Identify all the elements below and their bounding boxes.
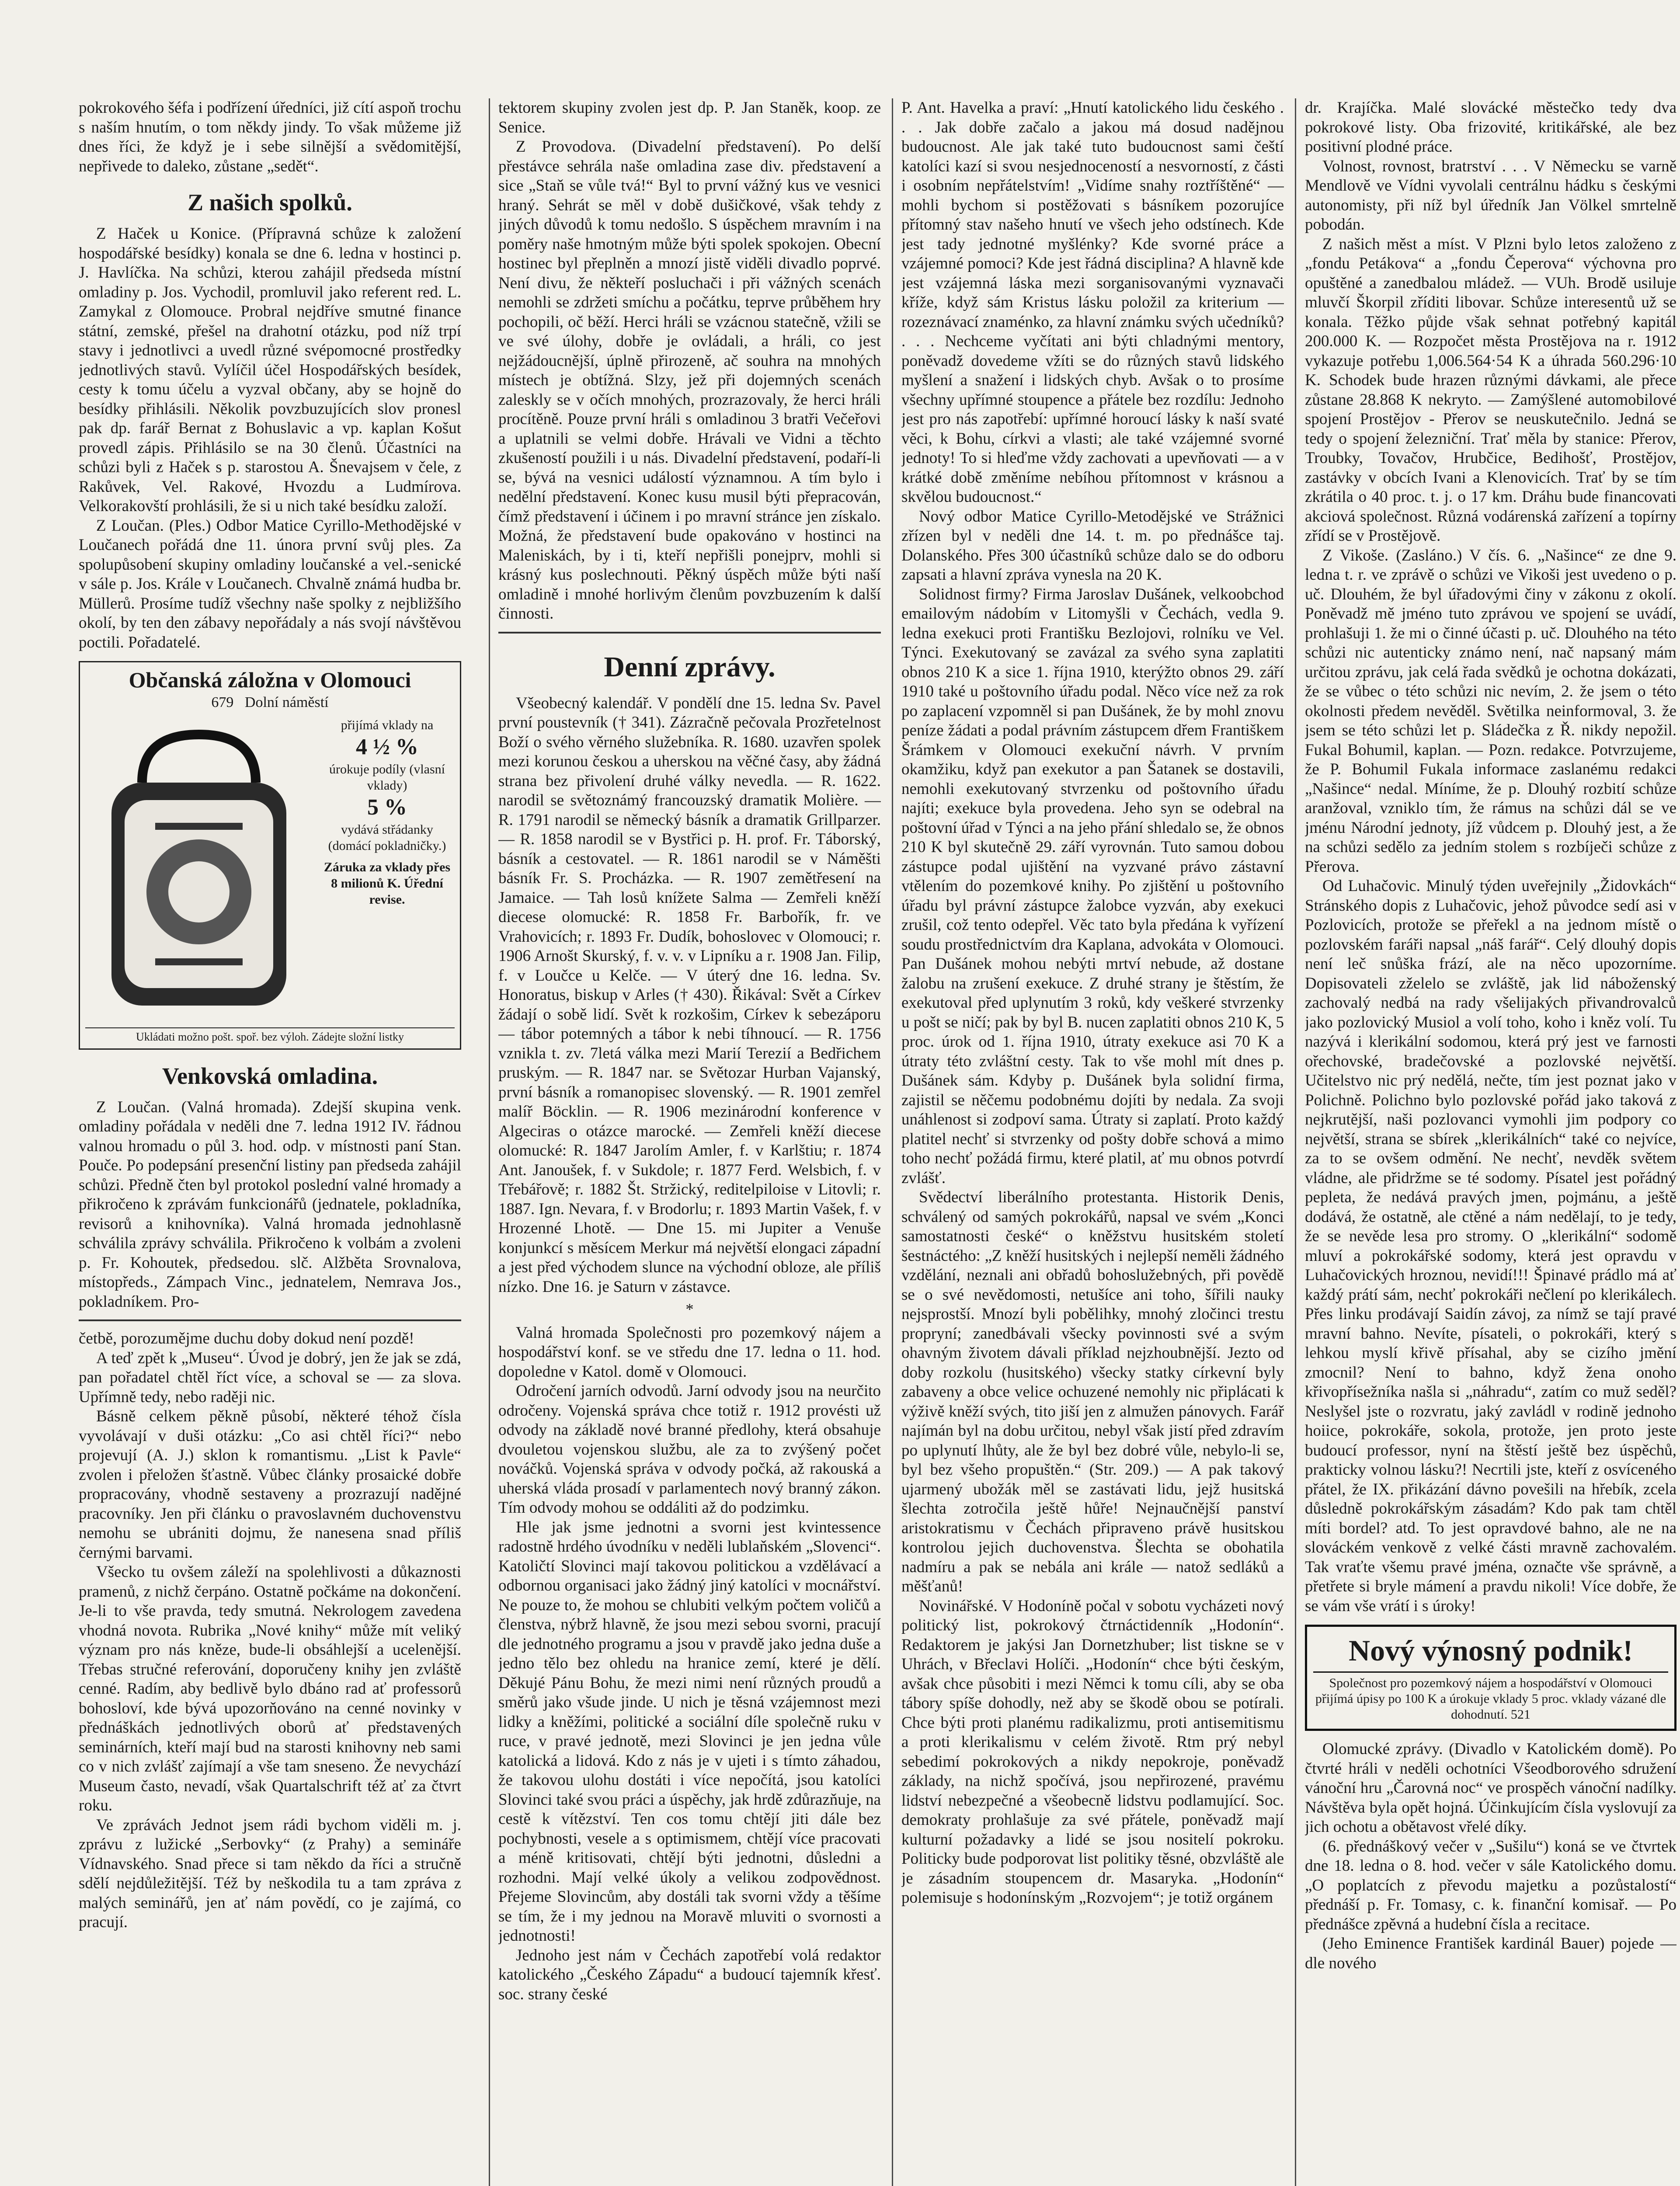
bank-ad-rate-1-note: úrokuje podíly (vlasní vklady) — [329, 762, 445, 793]
bank-ad-accepts: přijímá vklady na — [341, 717, 434, 732]
article-paragraph: Z Loučan. (Valná hromada). Zdejší skupina venk. omladiny pořádala v neděli dne 7. ledna 1912 IV. řádnou valnou hromadu o půl 3. hod. odp. v místnosti paní Stan. Pouče. Po podepsání presenční listiny pan předseda zahájil schůzi. Předně čten byl protokol poslední valné hromady a přikročeno k zprávám funkcionářů (jednatele, pokladníka, revisorů a knihovníka). Valná hromada jednohlasně schválila zprávy schválila. Přikročeno k volbám a zvoleni p. Fr. Kohoutek, předsedou. slč. Alžběta Srovnalova, místopředs., Zámpach Vinc., jednatelem, Nemrava Jos., pokladníkem. Pro- — [79, 1098, 461, 1311]
company-ad-text: Společnost pro pozemkový nájem a hospodářství v Olomouci přijímá úpisy po 100 K a úrokuje vklady 5 proc. vklady vázané dle dohodnutí. 521 — [1313, 1671, 1668, 1723]
article-paragraph: četbě, porozumějme duchu doby dokud není pozdě! — [79, 1330, 414, 1347]
section-heading: Venkovská omladina. — [162, 1062, 378, 1089]
article-paragraph: A teď zpět k „Museu“. Úvod je dobrý, jen že jak se zdá, pan pořadatel chtěl říct více, a schoval se — za slova. Upřímně tedy, nebo raději nic. — [79, 1349, 461, 1406]
article-paragraph: Z našich měst a míst. V Plzni bylo letos založeno z „fondu Petákova“ a „fondu Čeperova“ výchovna pro opuštěné a zanedbalou mládež. — VUh. Brodě usiluje mluvčí Škorpil zříditi libovar. Schůze interesentů už se konala. Těžko půjde však sehnat potřebný kapitál 200.000 K. — Rozpočet města Prostějova na r. 1912 vykazuje potřebu 1,006.564·54 K a úhrada 560.296·10 K. Schodek bude hrazen různými dávkami, ale přece zůstane 28.868 K nekryto. — Zamýšlené automobilové spojení Prostějov - Přerov se neuskutečnilo. Jedná se tedy o spojení železniční. Trať měla by stanice: Přerov, Troubky, Tovačov, Hrubčice, Bedihošť, Prostějov, zastávky v obcích Ivani a Klenovicích. Trať by se tím zkrátila o 40 proc. t. j. o 17 km. Dráhu bude financovati akciová společnost. Různá vodárenská zařízení a topírny zřídí se v Prostějově. — [1305, 235, 1677, 545]
company-ad-title: Nový výnosný podnik! — [1348, 1634, 1633, 1667]
article-paragraph: Z Haček u Konice. (Přípravná schůze k založení hospodářské besídky) konala se dne 6. ledna v hostinci p. J. Havlíčka. Na schůzi, kterou zahájil předseda místní omladiny p. Jos. Vychodil, promluvil jako referent red. L. Zamykal z Olomouce. Probral nejdříve smutné finance státní, zemské, přešel na drahotní otázku, pod níž trpí stavy i jednotlivci a uvedl různé svépomocné prostředky jednotlivých stavů. Vylíčil účel Hospodářských besídek, cesty k tomu účelu a vyzval občany, aby se hojně do besídky přihlásili. Několik povzbuzujících slov pronesl pak dp. farář Bernat z Bohuslavic a vp. kaplan Košut provedl zápis. Přihlásilo se na 30 členů. Účastníci na schůzi byli z Haček s p. starostou A. Šnevajsem v čele, z Rakůvek, Vel. Rakové, Hvozdu a Ludmírova. Velkorakovští prohlásili, že si u nich také besídku založí. — [79, 225, 461, 515]
column-4 — [1305, 98, 1677, 1973]
article-paragraph: (6. přednáškový večer v „Sušilu“) koná se ve čtvrtek dne 18. ledna o 8. hod. večer v sále Katolického domu. „O poplatcích z převodu majetku a pozůstalostí“ přednáší p. Fr. Tomasy, c. k. finanční komisař. — Po přednášce zpěvná a hudební čísla a recitace. — [1305, 1837, 1677, 1933]
article-paragraph: Z Loučan. (Ples.) Odbor Matice Cyrillo-Methodějské v Loučanech pořádá dne 11. února první svůj ples. Za spolupůsobení skupiny omladiny loučanské a vel.-senické v sále p. Jos. Krále v Loučanech. Chvalně známá hudba br. Müllerů. Prosíme tudíž všechny naše spolky z nejbližšího okolí, by ten den zábavy nepořádaly a nás svojí návštěvou poctili. Pořadatelé. — [79, 516, 461, 651]
article-paragraph: tektorem skupiny zvolen jest dp. P. Jan Staněk, koop. ze Senice. — [498, 99, 881, 136]
article-paragraph: Olomucké zprávy. (Divadlo v Katolickém domě). Po čtvrté hráli v neděli ochotníci Všeodborového sdružení vánoční hru „Čarovná noc“ ve prospěch vánoční nadílky. Návštěva byla opět hojná. Účinkujícím čísla vyslovují za jich ochotu a obětavost vřelé díky. — [1305, 1740, 1677, 1836]
column-3 — [901, 98, 1284, 1908]
article-paragraph: (Jeho Eminence František kardinál Bauer) pojede — dle nového — [1305, 1935, 1677, 1972]
bank-ad-rates — [320, 717, 455, 1023]
article-paragraph: Solidnost firmy? Firma Jaroslav Dušánek, velkoobchod emailovým nádobím v Litomyšli v Čechách, vedla 9. ledna exekuci proti Františku Bezlojovi, rolníku ve Vel. Týnci. Exekutovaný se zavázal za svého syna zaplatiti obnos 210 K a sice 1. října 1910, kterýžto obnos 29. září 1910 také u poštovního úřadu podal. Něco více než za rok po zaplacení vzpomněl si pan Dušánek, že by mohl znovu peníze žádati a podal právním zástupcem dřem Františkem Šrámkem v Olomouci exekuční návrh. V prvním okamžiku, když pan exekutor a pan Šatanek se dostavili, nemohli exekutovaný stvrzenku od poštovního úřadu najíti; exekuce byla provedena. Jeho syn se odebral na poštovní úřad v Týnci a na jeho přání shledalo se, že obnos 210 K byl skutečně 29. září vyrovnán. Tuto samou dobou zástupce podal ujištění na vyzvané právo zástavní vtělením do pozemkové knihy. Po zjištění u poštovního úřadu byl právní zástupce žalobce vyzván, aby exekuci zrušil, což tento odepřel. Věc tato byla předána k vyřízení soudu prostřednictvím dra Kaplana, advokáta v Olomouci. Pan Dušánek mohou nebýti mrtví nebude, až dostane žalobu na zrušení exekuce. Z druhé strany je štěstím, že exekutoval před uplynutím 3 roků, kdy veškeré stvrzenky u pošt se ničí; pak by byl B. nucen zaplatiti obnos 210 K, 5 proc. úrok od 1. října 1910, útraty exekuce asi 70 K a útraty této zvláštní cesty. Tak to vše mohl mít dnes p. Dušánek sám. Kdyby p. Dušánek byla solidní firma, zajistil se něčemu podobnému dojíti by nedala. Za svoji unáhlenost si zodpoví sama. Útraty si zaplatí. Proto každý platitel nechť si stvrzenky od pošty dobře schová a mimo toho nechť požádá firmu, které platil, ať mu obnos potvrdí zvlášť. — [901, 585, 1284, 1187]
article-paragraph: Básně celkem pěkně působí, některé téhož čísla vyvolávají v duši otázku: „Co asi chtěl říci?“ nebo projevují (A. J.) sklon k romantismu. „List k Pavle“ zvolen i přeložen šťastně. Vůbec články prosaické dobře propracovány, vhodně sestaveny a prozrazují nadějné pracovníky. Jen při článku o pravoslavném duchovenstvu nemohu se ubrániti dojmu, že nanesena snad příliš černými barvami. — [79, 1407, 461, 1562]
article-paragraph: Všecko tu ovšem záleží na spolehlivosti a důkaznosti pramenů, z nichž čerpáno. Ostatně počkáme na dokončení. Je-li to vše pravda, tedy smutná. Nekrologem zavedena vhodná novota. Rubrika „Nové knihy“ může mít veliký význam pro nás kněze, bude-li obsáhlejší a ucelenější. Třebas stručné referování, doporučeny knihy jen zvláště cenné. Radím, aby bedlivě bylo dbáno rad ať professorů bohosloví, kde bývá upozorňováno na cenné novinky v přednáškách jednotlivých oborů ať představených seminárních, kteří mají bud na starosti knihovny neb sami co v nich zvlášť zajímají a vše tam sneseno. Že nevychází Museum často, nevadí, však Quartalschrift též ať za čtvrt roku. — [79, 1563, 461, 1814]
column-2 — [498, 98, 881, 2004]
section-rule — [498, 632, 881, 634]
separator-star: * — [685, 1301, 694, 1319]
bank-ad-title: Občanská záložna v Olomouci — [129, 668, 411, 692]
bank-ad-guarantee: Záruka za vklady přes 8 milionů K. Úřední revise. — [323, 860, 451, 907]
article-paragraph: Z Vikoše. (Zasláno.) V čís. 6. „Našince“ ze dne 9. ledna t. r. ve zprávě o schůzi ve Vikoši jest uvedeno o p. uč. Dlouhém, že byl úřadovými činy v zákonu z okolí. Poněvadž mě jméno tuto zprávou ve spojení se uvádí, prohlašuji 1. že mi o činné účasti p. uč. Dlouhého na této schůzi nic autenticky známo není, nač napsaný mám určitou zprávu, jak celá řada svědků je ochotna dokázati, že se vůbec o této schůzi nic nevím, 2. že jsem o této okolnosti předem nevěděl. Světilka neinformoval, 3. že jsem se této schůzi let p. Sládečka z Ř. nikdy nepožil. Fukal Bohumil, kaplan. — Pozn. redakce. Potvrzujeme, že P. Bohumil Fukala informace zaslanému redakci „Našince“ nedal. Míníme, že p. Dlouhý rozbití schůze aranžoval, vzniklo tím, že rámus na schůzi dál se ve jménu Národní jednoty, jíž vůdcem p. Dlouhý jest, a že na schůzi sedělo za jedním stolem s rozbíječi schůze z Přerova. — [1305, 546, 1677, 876]
company-advertisement — [1305, 1625, 1677, 1731]
article-paragraph: P. Ant. Havelka a praví: „Hnutí katolického lidu českého . . . Jak dobře začalo a jakou má dosud nadějnou budoucnost. Ale jak také tuto budoucnost sami čeští katolíci kazí si svou nesjednoceností a nesvorností, z části i osobním nepřátelstvím! „Vidíme snahy roztříštěné“ — mohli bychom si postěžovati s básníkem pozorujíce přítomný stav našeho hnutí ve všech jeho odstínech. Kde jest tady jednotné myšlénky? Kde svorné práce a vzájemné pomoci? Kde jest řádná disciplina? A hlavně kde jest vzájemná láska mezi sorganisovanými vyznavači kříže, když sám Kristus lásku položil za kriterium — rozeznávací znaménko, za hlavní známku svých učedníků? . . . Nechceme vyčítati ani býti chladnými mentory, poněvadž dovedeme vžíti se do různých stavů lidského myšlení a snažení i lidských chyb. Avšak o to prosíme všechny upřímné stoupence a přátele bez rozdílu: Jednoho jest pro nás zapotřebí: upřímné horoucí lásky k naší svaté věci, k Bohu, církvi a vlasti; ale také vzájemné svorné jednoty! To si hleďme vždy zachovati a upevňovati — a v krátké době změníme nebíhou přítomnost v krásnou a skvělou budoucnost.“ — [901, 99, 1284, 506]
section-rule — [79, 1319, 461, 1321]
column-rule-3 — [1295, 98, 1296, 2186]
bank-ad-address — [85, 693, 455, 713]
article-paragraph: Volnost, rovnost, bratrství . . . V Německu se varně Mendlově ve Vídni vyvolali centrálnu hádku s českými autonomisty, při níž byl úředník Jan Völkel smrtelně pobodán. — [1305, 157, 1677, 233]
article-paragraph: Jednoho jest nám v Čechách zapotřebí volá redaktor katolického „Českého Západu“ a budoucí tajemník křesť. soc. strany české — [498, 1946, 881, 2003]
bank-ad-rate-2: 5 % — [367, 794, 407, 820]
article-paragraph: Nový odbor Matice Cyrillo-Metodějské ve Strážnici zřízen byl v neděli dne 14. t. m. po přednášce taj. Dolanského. Přes 300 účastníků schůze dalo se do odboru zapsati a hlavní zpráva vynesla na 20 K. — [901, 507, 1284, 584]
article-paragraph: Novinářské. V Hodoníně počal v sobotu vycházeti nový politický list, pokrokový čtrnáctidenník „Hodonín“. Redaktorem je jakýsi Jan Dornetzhuber; list tiskne se v Uhrách, v Břeclavi Holíči. „Hodonín“ chce býti českým, avšak chce působiti i mezi Němci k tomu cíli, aby se oba tábory spíše dohodly, než aby se škodě obou se potírali. Chce býti proti planému radikalizmu, proti antisemitismu a proti klerikalismu v celém životě. Rtm prý nebyl sebedimí pokrokových a nikdy nepokroje, poněvadž základy, na nichž spočívá, jsou nepřirozené, pravému lidství nebezpečné a všeobecně lidstvu podlamující. Soc. demokraty prohlašuje za své přátele, poněvadž mají kulturní požadavky a lidé se jsou nositelí pokroku. Politicky bude podporovat list politiky těsné, obzvláště ale je zásadním stoupencem dr. Masaryka. „Hodonín“ polemisuje s hodonínským „Rozvojem“; je totiž orgánem — [901, 1597, 1284, 1907]
column-rule-1 — [489, 98, 490, 2186]
article-paragraph: Valná hromada Společnosti pro pozemkový nájem a hospodářství konf. se ve středu dne 17. ledna o 11. hod. dopoledne v Katol. domě v Olomouci. — [498, 1323, 881, 1381]
bank-ad-footer: Ukládati možno pošt. spoř. bez výloh. Zádejte složní listky — [85, 1027, 455, 1044]
article-paragraph: Všeobecný kalendář. V pondělí dne 15. ledna Sv. Pavel první poustevník († 341). Zázračně pečovala Prozřetelnost Boží o svého věrného služebníka. R. 1680. uzavřen spolek mezi korunou českou a uherskou na věčné časy, aby žádná strana bez přivolení druhé války nevedla. — R. 1622. narodil se světoznámý francouzský dramatik Molière. — R. 1791 narodil se německý básník a dramatik Grillparzer. — R. 1858 narodil se v Bystřici p. H. prof. Fr. Táborský, básník a cestovatel. — R. 1861 narodil se v Náměšti básník Fr. S. Procházka. — R. 1907 zemětřesení na Jamaice. — Tah losů knížete Salma — Zemřeli kněží diecese olomucké: R. 1858 Fr. Barbořík, fr. ve Vrahovicích; r. 1893 Fr. Dudík, bohoslovec v Olomouci; r. 1906 Arnošt Skurský, f. v. v. v Lipníku a r. 1908 Jan. Filip, f. v Loučce u Kelče. — V úterý dne 16. ledna. Sv. Honoratus, biskup v Arles († 430). Řikával: Svět a Církev žádají o sobě lidí. Svět k rozkošim, Církev k sebezáporu — tábor potemných a tábor k nebi tíhnoucí. — R. 1756 vznikla t. zv. 7letá válka mezi Marií Terezií a Bedřichem pruským. — R. 1847 nar. se Světozar Hurban Vajanský, první básník a romanopisec slovenský. — R. 1901 zemřel malíř Böcklin. — R. 1906 mezinárodní konference v Algeciras o otázce marocké. — Zemřeli kněží diecese olomucké: R. 1847 Jarolím Amler, f. v Karlštiu; r. 1874 Ant. Janoušek, f. v Sukdole; r. 1877 Ferd. Welsbich, f. v Třebářově; r. 1882 Št. Stržický, reditelpiloise v Litovli; r. 1887. Ign. Nevara, f. v Brodorlu; r. 1893 Martin Vašek, f. v Hrozenné Lhotě. — Dne 15. mi Jupiter a Venuše konjunkcí s měsícem Merkur má největší elongaci západní a jest před východem slunce na východní obloze, ale příliš nízko. Dne 16. je Saturn v zástavce. — [498, 694, 881, 1296]
article-paragraph: Ve zprávách Jednot jsem rádi bychom viděli m. j. zprávu z lužické „Serbovky“ (z Prahy) a semináře Vídnavského. Snad přece si tam někdo da říci a stručně sdělí nejdůležitější. Též by neškodila tu a tam zpráva z malých seminářů, jen ať nám povědí, co je zajímá, co pracují. — [79, 1816, 461, 1931]
article-paragraph: pokrokového šéfa i podřízení úředníci, již cítí aspoň trochu s naším hnutím, o tom někdy jindy. To však můžeme již dnes říci, že když je i sebe silnější a svědomitější, nepřivede to daleko, zůstane „sedět“. — [79, 99, 461, 175]
bank-ad-rate-2-note: vydává střádanky (domácí pokladničky.) — [328, 822, 446, 853]
article-paragraph: Z Provodova. (Divadelní představení). Po delší přestávce sehrála naše omladina zase div. představení a sice „Staň se vůle tvá!“ Byl to první vážný kus ve vesnici hraný. Sehrát se měl v době dušičkové, však tehdy z jiných důvodů k tomu nedošlo. S úspěchem mravním i na poměry naše hmotným může býti spolek spokojen. Obecní hostinec byl přeplněn a mnozí jistě viděli divadlo poprvé. Není divu, že někteří posluchači i při vážných scenách nemohli se zdržeti smíchu a počátku, teprve průběhem hry pochopili, oč běží. Herci hráli se vzácnou statečně, vžili se ve své úlohy, dobře je ovládali, a hráli, co jest nejžádoucnější, úplně přirozeně, ač souhra na mnohých místech je obtížná. Slzy, jež při dojemných scenách zaleskly se v očích mnohých, prozrazovaly, že herci hráli procítěně. Pouze první hráli s omladinou 3 bratři Večeřovi a uplatnili se velmi dobře. Hrávali ve Vidni a těchto zkušeností použili i u nás. Divadelní představení, podaří-li se, bývá na vesnici událostí významnou. A tím bylo i nedělní představení. Konec kusu musil býti přepracován, čímž představení i účinem i po mravní stránce jen získalo. Možná, že představení bude opakováno v hostinci na Maleniskách, by i ti, kteří nepřišli ponejprv, mohli si krásný kus poslechnouti. Pěkný úspěch může býti naší omladině i mnohé horlivým členům povzbuzením k další činnosti. — [498, 138, 881, 623]
bank-ad-rate-1: 4 ½ % — [356, 734, 418, 759]
article-paragraph: Odročení jarních odvodů. Jarní odvody jsou na neurčito odročeny. Vojenská správa chce totiž r. 1912 provésti už odvody na základě nové branné předlohy, která obsahuje dvouletou vojenskou službu, ale za to zvýšený počet nováčků. Vojenská správa v odvody počká, až rakouská a uherská vláda prosadí v parlamentech nový branný zákon. Tím odvody mohou se oddáliti až do podzimku. — [498, 1382, 881, 1517]
bank-ad-number: 679 — [211, 694, 234, 710]
bank-ad-street: Dolní náměstí — [244, 694, 329, 710]
section-heading: Denní zprávy. — [604, 651, 776, 683]
article-paragraph: dr. Krajíčka. Malé slovácké městečko tedy dva pokrokové listy. Oba frizovité, kritikářské, ale bez positivní plodné práce. — [1305, 99, 1677, 156]
article-paragraph: Svědectví liberálního protestanta. Historik Denis, schválený od samých pokrokářů, napsal ve svém „Konci samostatnosti české“ o kněžstvu husitském století šestnáctého: „Z kněží husitských i nejlepší neměli žádného vzdělání, neznali ani obřadů bohoslužebných, při povědě se o své nevědomosti, netušíce ani toho, šířili nauky nejsprostší. Mnozí byli pobělihky, mnohý zločinci trestu propryní; zanedbávali všecky povinnosti své a svým ohavným životem dávali příklad nejzhoubnější. Jezto od doby rozkolu (husitského) všecky statky církevní byly zabaveny a obce velice ochuzené nemohly nic připlácati k výživě kněží svých, tito jiší jen z almužen pánovych. Farář najímán byl na dobu určitou, nebyl však jistí před zdravím po uplynutí lhůty, ale že byl bez dobré vůle, nebylo-li se, byl bez všeho propuštěn.“ (Str. 209.) — A pak takový ujarmený ubožák měl se zastávati lidu, jejž husitská šlechta zotročila ještě hůře! Nejnaučnější panství aristokratismu v Čechách připraveno právě husitskou kontrolou jejich duchovenstva. Šlechta se obohatila nadmíru a pak se nebála ani krále — natož sedláků a měšťanů! — [901, 1188, 1284, 1595]
article-paragraph: Od Luhačovic. Minulý týden uveřejnily „Židovkách“ Stránského dopis z Luhačovic, jehož původce sedí asi v Pozlovicích, protože se přeřekl a na jednom místě o pozlovském faráři napsal „náš farář“. Celý dlouhý dopis není leč snůška frází, ale na něco upozorníme. Dopisovateli zželelo se zvláště, jak lid náboženský zachovalý nedbá na rady všelijakých přivandrovalců jako pozlovický Musiol a volí toho, koho i kněz volí. Tu nazývá i klerikální sodomou, která prý jest ve farnosti ořechovské, bradečovské a pozlovské největší. Učitelstvo nic prý nedělá, nečte, tím jest poznat jako v Polichně. Polichno bylo pozlovské pořád jako taková z nejkrutější, naši pozlovanci vymohli jim podpory co největší, strana se sbírek „klerikálních“ také co nejvíce, za to se ovšem odmění. Ne nechť, nevděk světem vládne, ale přidržme se té sodomy. Písatel jest pořádný pepleta, že nedává pravých jmen, pojmánu, a ještě dodává, že ostatně, ale ctěné a nám nedělají, to je tedy, že se nevěde lesa pro stromy. O „klerikální“ sodomě mluví a pokrokářské sodomy, která jest opravdu v Luhačovických hroznou, nevidí!!! Špinavé prádlo má ať každý prátí sám, nechť pokrokáři nečlení po klerikálech. Přes linku prodávají Saidín závoj, za nímž se tají pravé mravní bahno. Nevíte, písateli, o pokrokáři, který s lehkou myslí křivě přísahal, aby se cizího jmění zmocnil? Není to bahno, když žena onoho křivopřísežníka našla si „náhradu“, zatím co muž seděl? Neslyšel jste o rozvratu, jaký zavládl v rodině jednoho hoiice, pokrokáře, sokola, protože, jen proto jeste budoucí professor, nyní na štěstí ještě bez úspěchů, prakticky volnou lásku?! Necrtili jste, kteří z osvíceného přátel, že IX. přikázání dávno povešili na hřebík, zcela důsledně pokrokářským zásadám? Kdo pak tam chtěl míti bordel? atd. To jest opravdové bahno, ale ne na slováckém venkově z velké části mravně zachovalém. Tak vraťte všemu pravé jména, označte vše správně, a přetřete si bryle mámení a pravdu nikoli! Více dobře, že se vám vše vrátí i s úroky! — [1305, 877, 1677, 1615]
section-heading: Z našich spolků. — [188, 189, 352, 216]
bank-advertisement — [79, 661, 461, 1050]
money-bag-illustration — [85, 717, 313, 1023]
column-1 — [79, 98, 461, 1932]
article-paragraph: Hle jak jsme jednotni a svorni jest kvintessence radostně hrdého úvodníku v neděli lublaňském „Slovenci“. Katoličtí Slovinci mají takovou politickou a vzdělávací a odbornou organisaci jako žádný jiný katolíci v mocnářství. Ne pouze to, že mohou se chlubiti velkým počtem voličů a členstva, nýbrž hlavně, že jsou mezi sebou svorni, pracují dle jednotného programu a jsou v pravdě jako jedna duše a jedno tělo bez ohledu na hranice zemí, které je dělí. Děkujé Pánu Bohu, že mezi nimi není různých proudů a směrů jako všude jinde. U nich je těsná vzájemnost mezi lidky a kněžími, politické a sociální díle společně ruku v ruce, v pravé jednotě, mezi Slovinci je jen jedna vůle katolická a lidová. Kdo z nás je v ujeti i s tímto záhadou, že takovou ulohu dostáti i více nepočítá, jsou katolíci Slovinci také svou práci a úspěchy, jak hrdě zdůrazňuje, na cestě k vítězství. Ten cos tomu chtějí jiti dále bez pochybnosti, vesele a s optimismem, chtějí více pracovati a méně kritisovati, chtějí býti jednotni, důsledni a rozhodni. Mají velké úkoly a velikou zodpovědnost. Přejeme Slovincům, aby dostáli tak svorni vždy a těšíme se tím, že i my jednou na Moravě mluviti o svornosti a jednotnosti! — [498, 1518, 881, 1945]
column-rule-2 — [892, 98, 893, 2186]
